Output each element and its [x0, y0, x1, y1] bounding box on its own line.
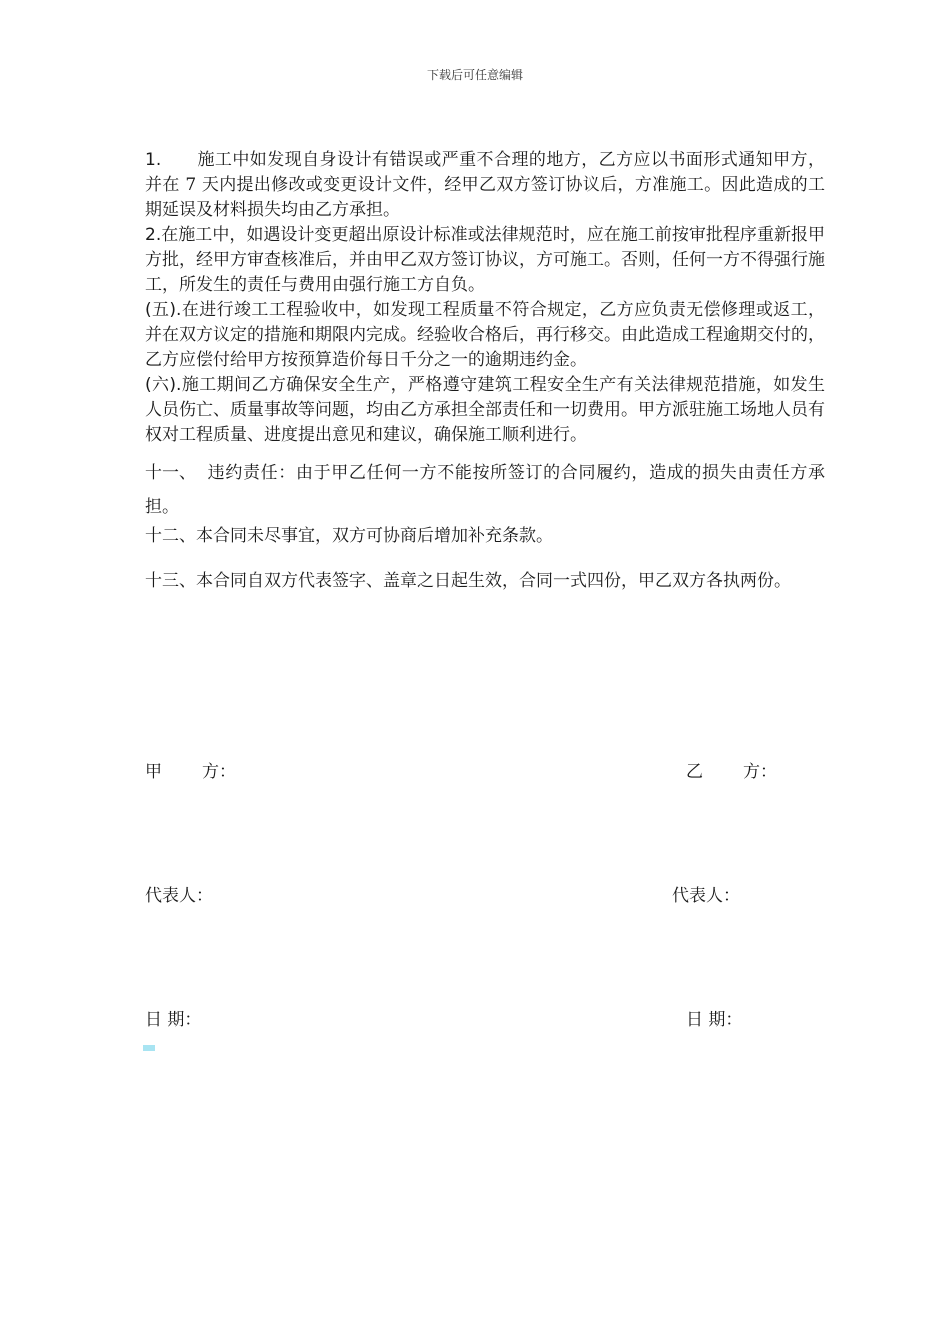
clause-item-5-text: 在进行竣工工程验收中，如发现工程质量不符合规定，乙方应负责无偿修理或返工，并在双方议定的措施和期限内完成。经验收合格后，再行移交。由此造成工程逾期交付的，乙方应偿付给甲方按预算造价每日千分之一的逾期违约金。 — [145, 300, 826, 370]
representative-b-label: 代表人： — [672, 886, 740, 906]
party-a-first-char: 甲 — [145, 762, 162, 782]
clause-item-2 — [145, 223, 825, 298]
clause-item-6 — [145, 373, 825, 448]
representative-a-label: 代表人： — [145, 886, 213, 906]
clause-item-5 — [145, 298, 825, 373]
clause-item-1-number: 1. — [145, 150, 162, 170]
date-a-label: 日 期： — [145, 1010, 202, 1030]
clause-item-5-number: (五). — [145, 300, 182, 320]
clause-item-6-number: (六). — [145, 375, 182, 395]
clause-item-6-text: 施工期间乙方确保安全生产，严格遵守建筑工程安全生产有关法律规范措施，如发生人员伤亡、质量事故等问题，均由乙方承担全部责任和一切费用。甲方派驻施工场地人员有权对工程质量、进度提出意见和建议，确保施工顺利进行。 — [145, 375, 826, 445]
clause-item-2-text: 在施工中，如遇设计变更超出原设计标准或法律规范时，应在施工前按审批程序重新报甲方批，经甲方审查核准后，并由甲乙双方签订协议，方可施工。否则，任何一方不得强行施工，所发生的责任与费用由强行施工方自负。 — [145, 225, 825, 295]
clause-eleven — [145, 456, 825, 524]
party-b-first-char: 乙 — [686, 762, 703, 782]
clause-eleven-number: 十一、 — [145, 463, 196, 483]
clause-eleven-text: 违约责任：由于甲乙任何一方不能按所签订的合同履约，造成的损失由责任方承担。 — [145, 463, 825, 517]
clause-item-1 — [145, 148, 825, 223]
party-b-second-part: 方： — [743, 762, 777, 782]
party-b-label — [686, 760, 777, 784]
contract-body — [145, 148, 825, 594]
clause-item-1-text: 施工中如发现自身设计有错误或严重不合理的地方，乙方应以书面形式通知甲方，并在 7 天内提出修改或变更设计文件，经甲乙双方签订协议后，方准施工。因此造成的工期延误及材料损失均由乙方承担。 — [145, 150, 825, 220]
party-a-second-part: 方： — [202, 762, 236, 782]
clause-twelve: 十二、本合同未尽事宜，双方可协商后增加补充条款。 — [145, 526, 553, 546]
page-header-note: 下载后可任意编辑 — [426, 68, 523, 82]
clause-item-2-number: 2. — [145, 225, 162, 245]
text-cursor-marker — [143, 1045, 155, 1051]
date-b-label: 日 期： — [686, 1010, 743, 1030]
party-a-label — [145, 760, 236, 784]
clause-thirteen: 十三、本合同自双方代表签字、盖章之日起生效，合同一式四份，甲乙双方各执两份。 — [145, 571, 791, 591]
